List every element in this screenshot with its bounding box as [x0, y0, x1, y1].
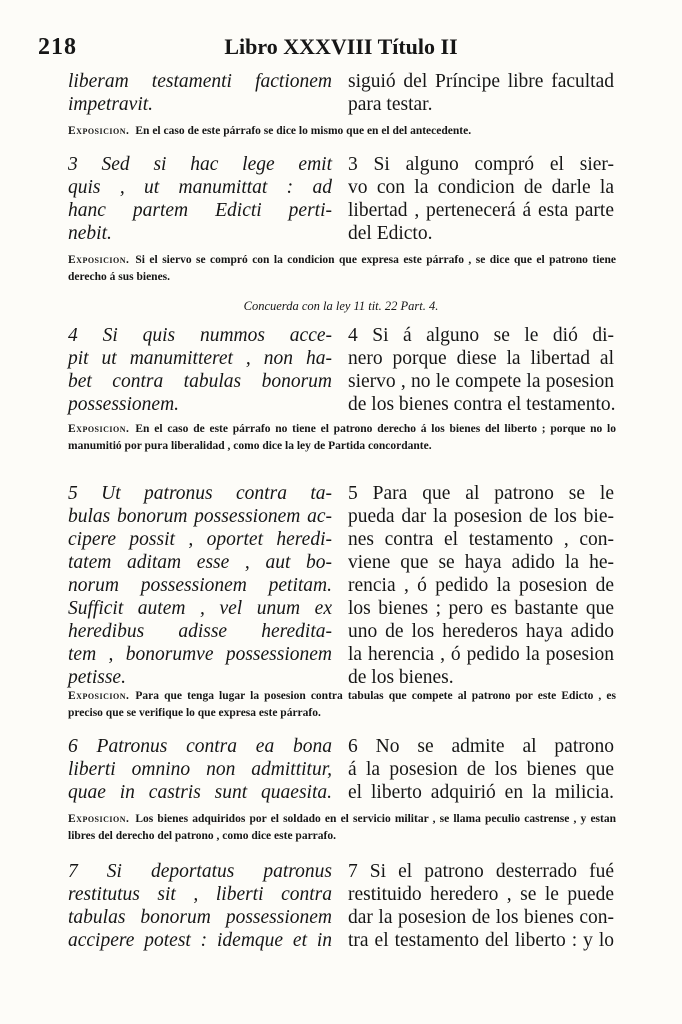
spanish-text-block [348, 735, 614, 804]
spanish-line: vo con la condicion de darle la [348, 177, 614, 198]
spanish-line: libertad , pertenecerá á esta parte [348, 200, 614, 221]
exposicion-text: Los bienes adquiridos por el soldado en el servicio militar , se llama peculio castrense , y estan libres del derecho del patrono , como dice este parrafo. [68, 813, 616, 842]
latin-line: 7 Si deportatus patronus [68, 861, 332, 882]
spanish-line: de los bienes contra el testamento. [348, 394, 616, 415]
latin-text-block [68, 735, 332, 804]
spanish-line: para testar. [348, 94, 433, 115]
exposicion-text: En el caso de este párrafo se dice lo mismo que en el del antecedente. [135, 125, 472, 137]
latin-text-block [68, 482, 332, 689]
latin-line: hanc partem Edicti perti- [68, 200, 332, 221]
spanish-text-block [348, 70, 614, 116]
exposicion-label: Exposicion. [68, 254, 130, 266]
latin-line: tem , bonorumve possessionem [68, 644, 332, 665]
spanish-line: tra el testamento del liberto : y lo [348, 930, 614, 951]
exposicion-paragraph [68, 252, 616, 286]
page-number: 218 [38, 34, 77, 60]
spanish-line: siguió del Príncipe libre facultad [348, 71, 614, 92]
exposicion-label: Exposicion. [68, 423, 130, 435]
spanish-text-block [348, 324, 614, 416]
spanish-line: uno de los herederos haya adido [348, 621, 614, 642]
spanish-line: nes contra el testamento , con- [348, 529, 614, 550]
exposicion-text: Para que tenga lugar la posesion contra tabulas que compete al patrono por este Edicto , es preciso que se verifique lo que expresa este párrafo. [68, 690, 616, 719]
latin-line: petisse. [68, 667, 126, 688]
latin-line: liberam testamenti factionem [68, 71, 332, 92]
latin-line: impetravit. [68, 94, 154, 115]
spanish-text-block [348, 860, 614, 952]
latin-line: 5 Ut patronus contra ta- [68, 483, 332, 504]
latin-line: Sufficit autem , vel unum ex [68, 598, 332, 619]
spanish-line: 7 Si el patrono desterrado fué [348, 861, 614, 882]
concordance-reference: Concuerda con la ley 11 tit. 22 Part. 4. [243, 299, 439, 313]
latin-line: quis , ut manumittat : ad [68, 177, 332, 198]
spanish-line: pueda dar la posesion de los bie- [348, 506, 614, 527]
page-title: Libro XXXVIII Título II [224, 34, 458, 59]
running-header [0, 34, 682, 64]
latin-text-block [68, 860, 332, 952]
spanish-line: viene que se haya adido la he- [348, 552, 614, 573]
latin-line: 6 Patronus contra ea bona [68, 736, 332, 757]
spanish-line: 3 Si alguno compró el sier- [348, 154, 614, 175]
exposicion-label: Exposicion. [68, 125, 130, 137]
spanish-line: del Edicto. [348, 223, 433, 244]
latin-line: nebit. [68, 223, 112, 244]
spanish-text-block [348, 482, 614, 689]
latin-line: norum possessionem petitam. [68, 575, 332, 596]
spanish-line: los bienes ; pero es bastante que [348, 598, 614, 619]
latin-line: possessionem. [68, 394, 180, 415]
latin-line: liberti omnino non admittitur, [68, 759, 332, 780]
latin-line: 3 Sed si hac lege emit [68, 154, 332, 175]
latin-line: restitutus sit , liberti contra [68, 884, 332, 905]
spanish-line: nero porque diese la libertad al [348, 348, 614, 369]
spanish-line: rencia , ó pedido la posesion de [348, 575, 614, 596]
exposicion-text: Si el siervo se compró con la condicion que expresa este párrafo , se dice que el patrono tiene derecho á sus bienes. [68, 254, 616, 283]
latin-line: pit ut manumitteret , non ha- [68, 348, 332, 369]
latin-line: accipere potest : idemque et in [68, 930, 332, 951]
exposicion-paragraph [68, 811, 616, 845]
exposicion-label: Exposicion. [68, 690, 130, 702]
spanish-line: 4 Si á alguno se le dió di- [348, 325, 614, 346]
latin-line: bulas bonorum possessionem ac- [68, 506, 332, 527]
spanish-line: á la posesion de los bienes que [348, 759, 614, 780]
latin-line: quae in castris sunt quaesita. [68, 782, 332, 803]
latin-line: tatem aditam esse , aut bo- [68, 552, 332, 573]
exposicion-label: Exposicion. [68, 813, 130, 825]
spanish-line: siervo , no le compete la posesion [348, 371, 614, 392]
spanish-line: 6 No se admite al patrono [348, 736, 614, 757]
latin-line: heredibus adisse heredita- [68, 621, 332, 642]
latin-text-block [68, 153, 332, 245]
latin-text-block [68, 324, 332, 416]
spanish-line: el liberto adquirió en la milicia. [348, 782, 614, 803]
exposicion-paragraph [68, 688, 616, 722]
spanish-line: la herencia , ó pedido la posesion [348, 644, 614, 665]
spanish-line: restituido heredero , se le puede [348, 884, 614, 905]
latin-line: bet contra tabulas bonorum [68, 371, 332, 392]
exposicion-text: En el caso de este párrafo no tiene el patrono derecho á los bienes del liberto ; porque no lo manumitió por pura liberalidad , como dice la ley de Partida concordante. [68, 423, 616, 452]
spanish-line: 5 Para que al patrono se le [348, 483, 614, 504]
latin-text-block [68, 70, 332, 116]
exposicion-paragraph [68, 123, 616, 140]
spanish-line: dar la posesion de los bienes con- [348, 907, 614, 928]
latin-line: cipere possit , oportet heredi- [68, 529, 332, 550]
latin-line: tabulas bonorum possessionem [68, 907, 332, 928]
exposicion-paragraph [68, 421, 616, 455]
latin-line: 4 Si quis nummos acce- [68, 325, 332, 346]
spanish-line: de los bienes. [348, 667, 454, 688]
spanish-text-block [348, 153, 614, 245]
